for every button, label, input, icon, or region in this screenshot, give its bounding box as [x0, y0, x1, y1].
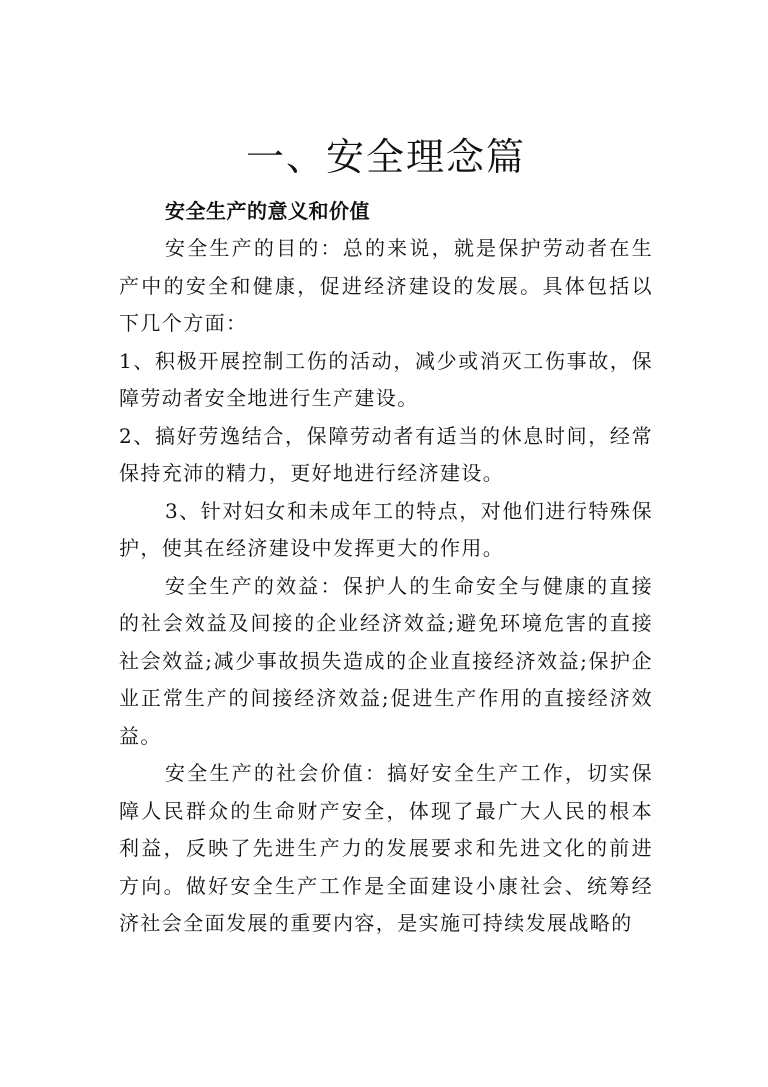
paragraph-benefits: 安全生产的效益：保护人的生命安全与健康的直接的社会效益及间接的企业经济效益;避免环境危害的直接社会效益;减少事故损失造成的企业直接经济效益;保护企业正常生产的间接经济效益;促进生产作用的直接经济效益。 [119, 573, 653, 748]
page-title: 一、安全理念篇 [245, 135, 526, 179]
paragraph-purpose: 安全生产的目的：总的来说，就是保护劳动者在生产中的安全和健康，促进经济建设的发展。具体包括以下几个方面： [119, 236, 653, 335]
list-item-1: 1、积极开展控制工伤的活动，减少或消灭工伤事故，保障劳动者安全地进行生产建设。 [119, 348, 653, 410]
list-item-3: 3、针对妇女和未成年工的特点，对他们进行特殊保护，使其在经济建设中发挥更大的作用。 [119, 498, 653, 560]
document-body [119, 134, 653, 943]
paragraph-social-value: 安全生产的社会价值：搞好安全生产工作，切实保障人民群众的生命财产安全，体现了最广大人民的根本利益，反映了先进生产力的发展要求和先进文化的前进方向。做好安全生产工作是全面建设小康社会、统筹经济社会全面发展的重要内容，是实施可持续发展战略的 [119, 761, 653, 935]
list-item-2: 2、搞好劳逸结合，保障劳动者有适当的休息时间，经常保持充沛的精力，更好地进行经济建设。 [119, 423, 653, 485]
section-heading: 安全生产的意义和价值 [165, 199, 370, 223]
